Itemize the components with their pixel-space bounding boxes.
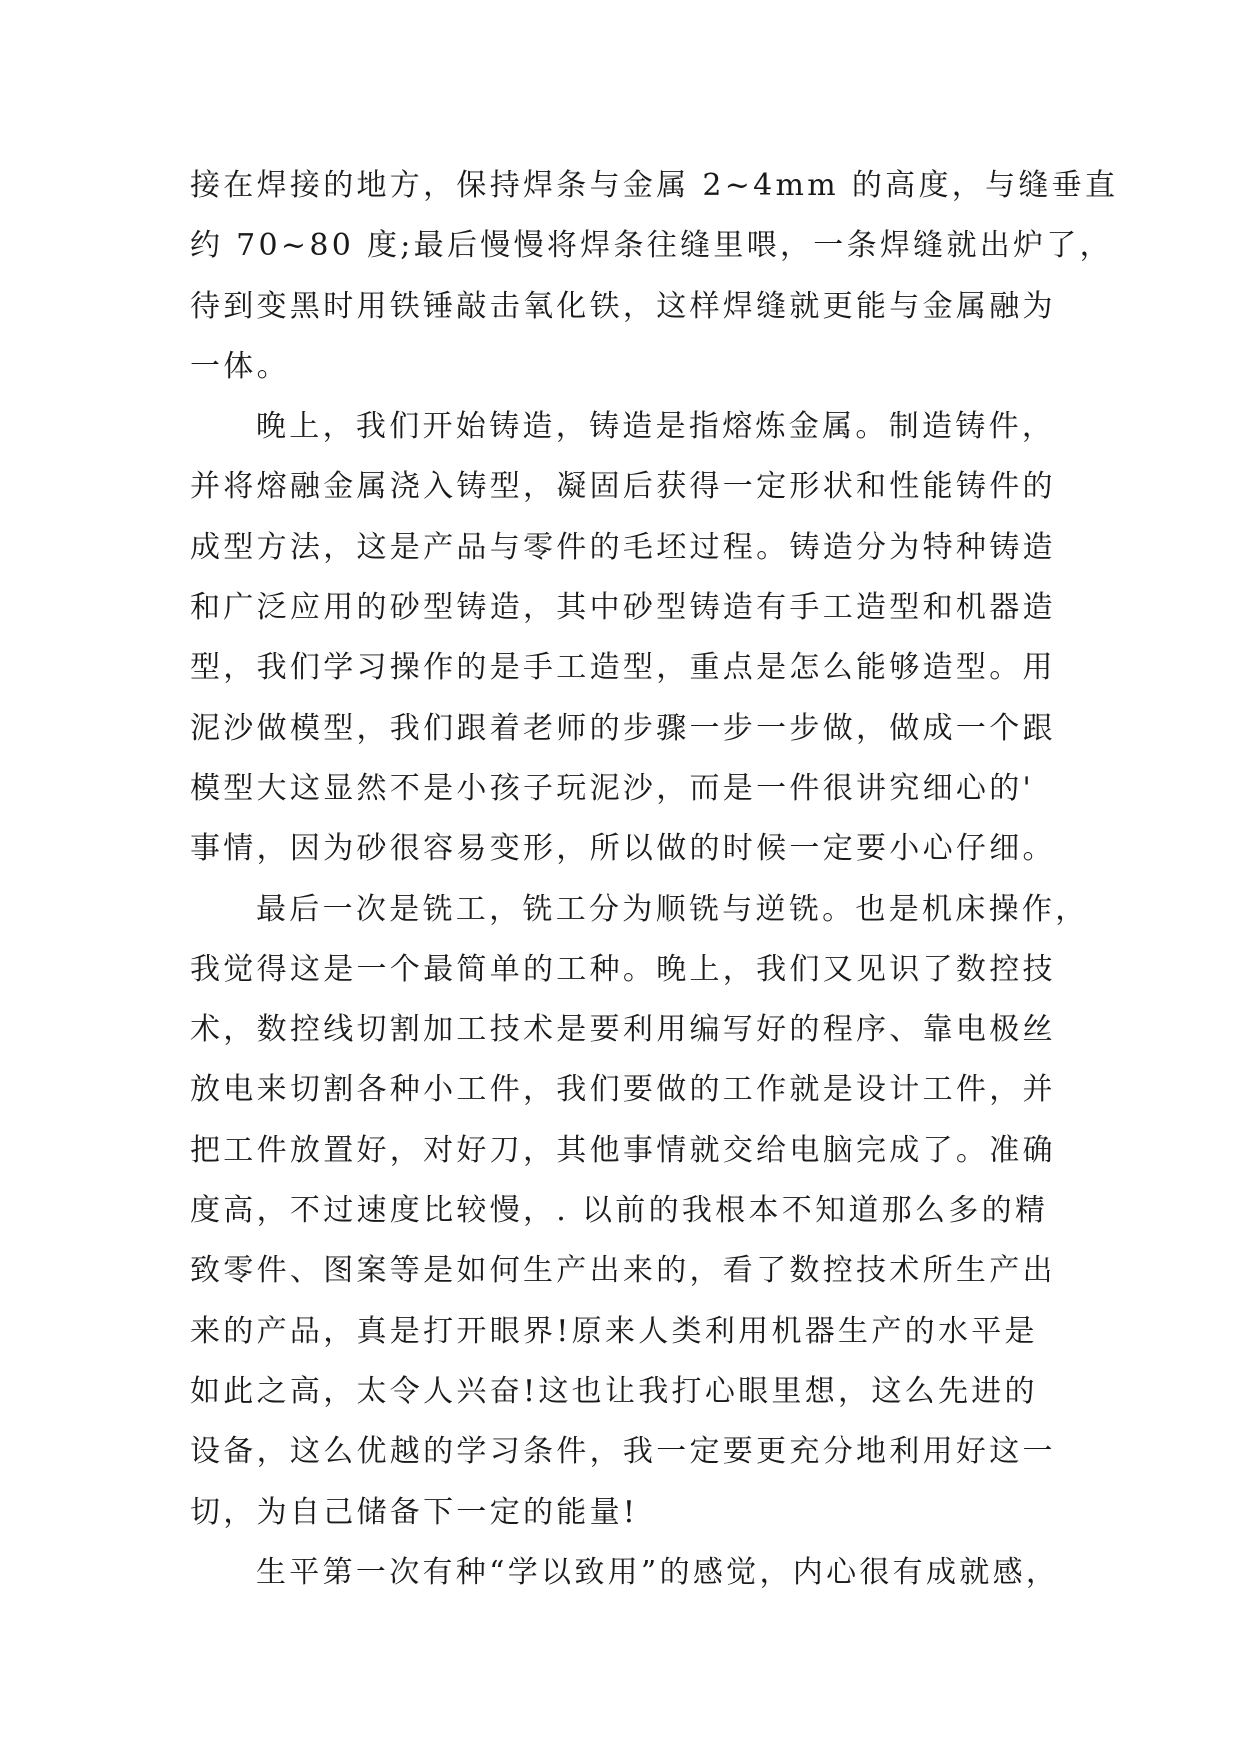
paragraph-first-line: 最后一次是铣工，铣工分为顺铣与逆铣。也是机床操作，: [256, 891, 1089, 927]
text-line: 型，我们学习操作的是手工造型，重点是怎么能够造型。用: [190, 650, 1056, 686]
paragraph-first-line: 晚上，我们开始铸造，铸造是指熔炼金属。制造铸件，: [256, 409, 1056, 445]
text-line: 把工件放置好，对好刀，其他事情就交给电脑完成了。准确: [190, 1132, 1056, 1168]
text-line: 我觉得这是一个最简单的工种。晚上，我们又见识了数控技: [190, 951, 1056, 987]
text-line: 和广泛应用的砂型铸造，其中砂型铸造有手工造型和机器造: [190, 590, 1056, 626]
text-line: 并将熔融金属浇入铸型，凝固后获得一定形状和性能铸件的: [190, 469, 1056, 505]
text-line: 术，数控线切割加工技术是要利用编写好的程序、靠电极丝: [190, 1012, 1056, 1048]
text-line: 接在焊接的地方，保持焊条与金属 2~4mm 的高度，与缝垂直: [190, 168, 1119, 203]
text-line: 度高，不过速度比较慢，. 以前的我根本不知道那么多的精: [190, 1193, 1049, 1229]
text-line: 设备，这么优越的学习条件，我一定要更充分地利用好这一: [190, 1434, 1056, 1470]
text-line: 模型大这显然不是小孩子玩泥沙，而是一件很讲究细心的': [190, 770, 1035, 806]
paragraph-first-line: 生平第一次有种“学以致用”的感觉，内心很有成就感，: [256, 1554, 1060, 1590]
text-line: 成型方法，这是产品与零件的毛坯过程。铸造分为特种铸造: [190, 529, 1056, 565]
text-line: 待到变黑时用铁锤敲击氧化铁，这样焊缝就更能与金属融为: [190, 288, 1056, 324]
text-line: 致零件、图案等是如何生产出来的，看了数控技术所生产出: [190, 1253, 1056, 1289]
text-line: 一体。: [190, 348, 290, 384]
body-text: [190, 156, 1119, 1603]
text-line: 事情，因为砂很容易变形，所以做的时候一定要小心仔细。: [190, 831, 1056, 867]
text-line: 泥沙做模型，我们跟着老师的步骤一步一步做，做成一个跟: [190, 710, 1056, 746]
text-line: 如此之高，太令人兴奋!这也让我打心眼里想，这么先进的: [190, 1373, 1038, 1409]
text-line: 切，为自己储备下一定的能量!: [190, 1494, 639, 1530]
text-line: 约 70~80 度;最后慢慢将焊条往缝里喂，一条焊缝就出炉了，: [190, 228, 1113, 264]
text-line: 放电来切割各种小工件，我们要做的工作就是设计工件，并: [190, 1072, 1056, 1108]
text-line: 来的产品，真是打开眼界!原来人类利用机器生产的水平是: [190, 1313, 1038, 1349]
